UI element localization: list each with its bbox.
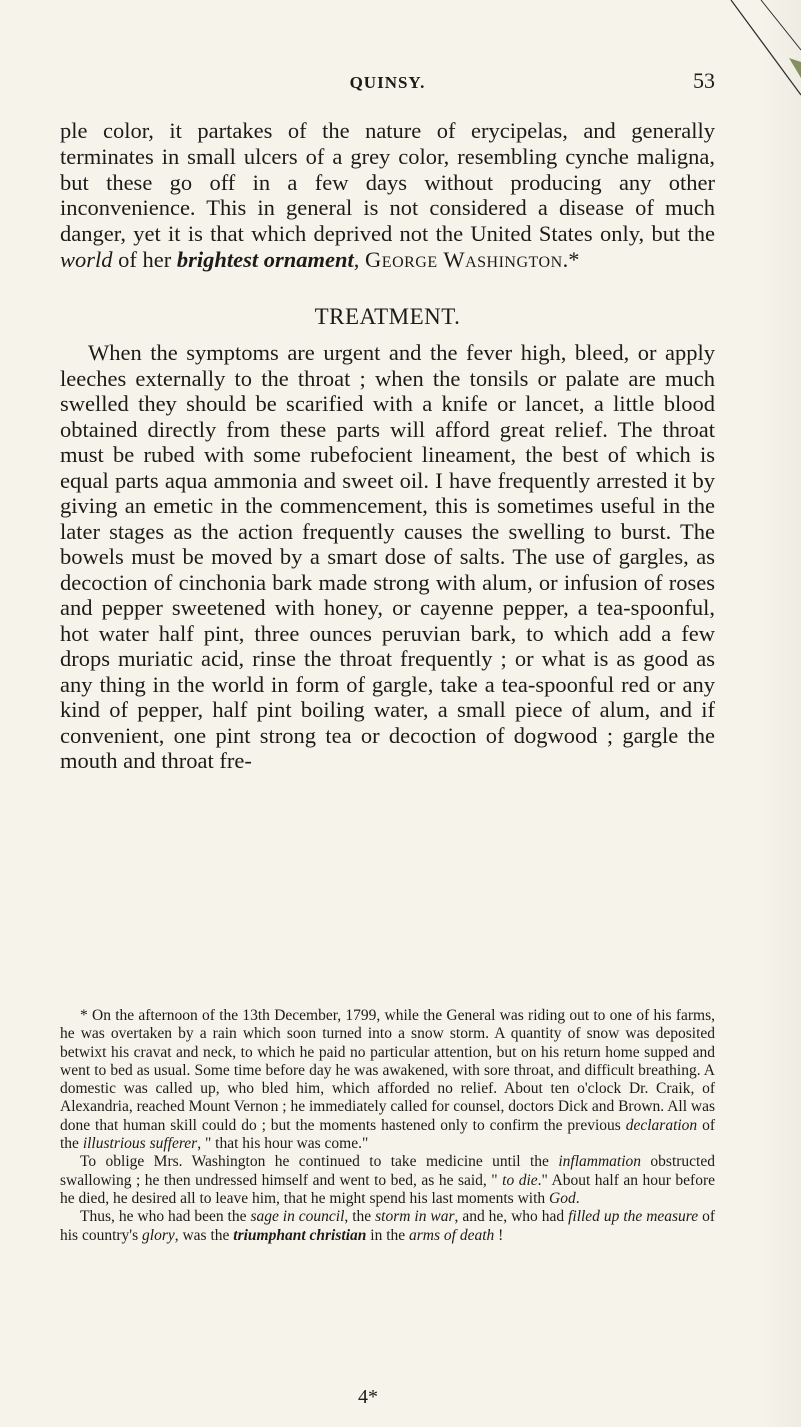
emphasis: sage in council [250, 1208, 345, 1226]
signature-mark: 4* [358, 1386, 378, 1408]
text-run: . [575, 1189, 580, 1207]
treatment-paragraph [60, 340, 715, 774]
text-run: of his country's [60, 1208, 716, 1244]
emphasis: filled up the measure [568, 1208, 699, 1226]
emphasis: glory [142, 1226, 175, 1244]
footnote [60, 1007, 715, 1245]
section-heading-treatment: TREATMENT. [314, 304, 461, 329]
scan-shadow [761, 0, 801, 1427]
text-run: obstructed swallowing ; he then undressed himself and went to bed, as he said, " [60, 1153, 715, 1189]
emphasis-brightest-ornament: brightest ornament [176, 246, 354, 272]
text-run: , the [344, 1208, 376, 1226]
text-run: , " that his hour was come." [197, 1135, 369, 1153]
emphasis-world: world [60, 246, 113, 272]
page-number: 53 [693, 68, 715, 93]
text-run: ! [494, 1226, 504, 1244]
page-header [60, 66, 715, 96]
emphasis: to die [502, 1171, 538, 1189]
footnote-paragraph-1 [60, 1007, 715, 1153]
emphasis: arms of death [409, 1226, 495, 1244]
text-run: , was the [174, 1226, 234, 1244]
footnote-marker: .* [562, 246, 580, 272]
emphasis: storm in war [375, 1208, 455, 1226]
emphasis: inflammation [558, 1153, 642, 1171]
text-run: , [353, 246, 366, 272]
footnote-paragraph-2 [60, 1153, 715, 1208]
text-run: ." About half an hour before he died, he desired all to leave him, that he might spend his last moments with [60, 1171, 715, 1207]
emphasis: illustrious sufferer [82, 1135, 198, 1153]
opening-paragraph [60, 118, 715, 273]
emphasis: triumphant christian [233, 1226, 367, 1244]
text-run: of the [60, 1116, 715, 1153]
text-run: ple color, it partakes of the nature of erycipelas, and generally terminates in small ulcers of a grey color, resembling cynche maligna, but these go off in a few days without producing any other inconvenience. This in general is not considered a disease of much danger, yet it is that which deprived not the United States only, but the [60, 118, 715, 247]
text-run: , and he, who had [454, 1208, 569, 1226]
text-run: Thus, he who had been the [80, 1208, 251, 1226]
footnote-paragraph-3 [60, 1208, 715, 1245]
name-george-washington: George Washington [365, 246, 563, 272]
text-run: * On the afternoon of the 13th December, 1799, while the General was riding out to one of his farms, he was overtaken by a rain which soon turned into a snow storm. A quantity of snow was deposited betwixt his cravat and neck, to which he paid no particular attention, but on his return home supped and went to bed as usual. Some time before day he was awakened, with sore throat, and difficult breathing. A domestic was called up, who bled him, which afforded no relief. About ten o'clock Dr. Craik, of Alexandria, reached Mount Vernon ; he immediately called for counsel, doctors Dick and Brown. All was done that human skill could do ; but the moments hastened only to confirm the previous [60, 1007, 715, 1134]
paragraph-text [60, 118, 715, 273]
text-run: To oblige Mrs. Washington he continued to take medicine until the [80, 1153, 559, 1171]
text-run: in the [366, 1226, 410, 1244]
page-corner-edge [701, 0, 801, 120]
running-head: QUINSY. [349, 73, 426, 92]
emphasis: God [549, 1189, 576, 1207]
text-run: of her [112, 246, 177, 272]
treatment-text: When the symptoms are urgent and the fever high, bleed, or apply leeches externally to the throat ; when the tonsils or palate are much swelled they should be scarified with a knife or lancet, a little blood obtained directly from these parts will afford great relief. The throat must be rubed with some rubefocient lineament, the best of which is equal parts aqua ammonia and sweet oil. I have frequently arrested it by giving an emetic in the commencement, this is sometimes useful in the later stages as the action frequently causes the swelling to burst. The bowels must be moved by a smart dose of salts. The use of gargles, as decoction of cinchonia bark made strong with alum, or infusion of roses and pepper sweetened with honey, or cayenne pepper, a tea-spoonful, hot water half pint, three ounces peruvian bark, to which add a few drops muriatic acid, rinse the throat frequently ; or what is as good as any thing in the world in form of gargle, take a tea-spoonful red or any kind of pepper, half pint boiling water, a small piece of alum, and if convenient, one pint strong tea or decoction of dogwood ; gargle the mouth and throat fre- [60, 340, 715, 773]
emphasis: declaration [625, 1116, 698, 1134]
